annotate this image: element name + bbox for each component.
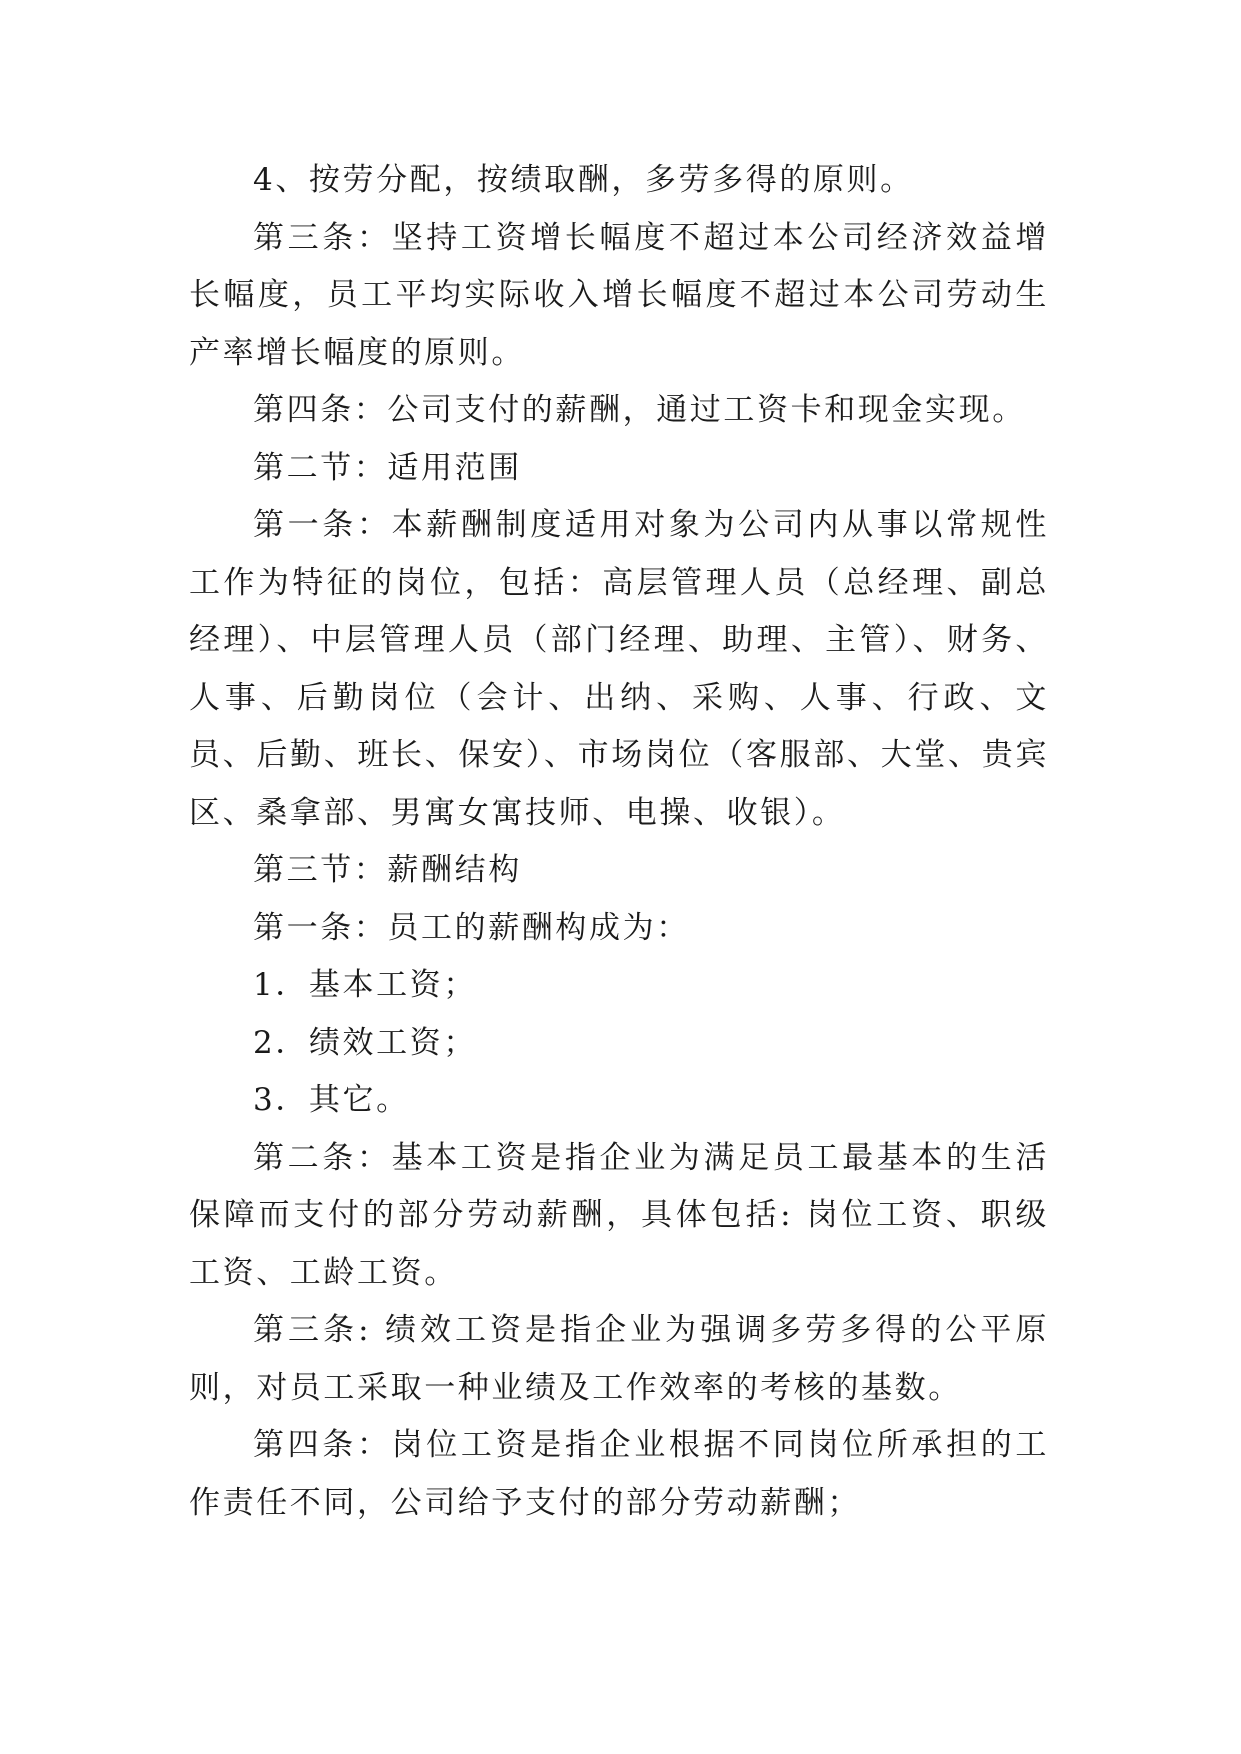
section-heading-scope: 第二节：适用范围 — [253, 449, 522, 486]
section-heading-structure: 第三节：薪酬结构 — [253, 852, 522, 888]
paragraph-article-3-wage-growth: 第三条：坚持工资增长幅度不超过本公司经济效益增长幅度，员工平均实际收入增长幅度不超过本公司劳动生产率增长幅度的原则。 — [189, 219, 1049, 371]
list-item-other: 3．其它。 — [253, 1082, 410, 1118]
paragraph-principle-4: 4、按劳分配，按绩取酬，多劳多得的原则。 — [253, 162, 914, 198]
list-item-basic-wage: 1．基本工资； — [253, 967, 477, 1003]
paragraph-article-1-scope: 第一条：本薪酬制度适用对象为公司内从事以常规性工作为特征的岗位，包括：高层管理人员（总经理、副总经理）、中层管理人员（部门经理、助理、主管）、财务、人事、后勤岗位（会计、出纳、采购、人事、行政、文员、后勤、班长、保安）、市场岗位（客服部、大堂、贵宾区、桑拿部、男寓女寓技师、电操、收银）。 — [189, 507, 1049, 831]
list-item-performance-wage: 2．绩效工资； — [253, 1024, 477, 1061]
paragraph-article-2-basic-wage: 第二条：基本工资是指企业为满足员工最基本的生活保障而支付的部分劳动薪酬，具体包括: 岗位工资、职级工资、工龄工资。 — [189, 1139, 1049, 1291]
paragraph-article-4-payment: 第四条：公司支付的薪酬，通过工资卡和现金实现。 — [253, 392, 1026, 428]
paragraph-article-1-composition: 第一条：员工的薪酬构成为： — [253, 909, 690, 946]
paragraph-article-3-performance-wage: 第三条: 绩效工资是指企业为强调多劳多得的公平原则，对员工采取一种业绩及工作效率的考核的基数。 — [189, 1312, 1049, 1406]
paragraph-article-4-position-wage: 第四条：岗位工资是指企业根据不同岗位所承担的工作责任不同，公司给予支付的部分劳动薪酬； — [189, 1427, 1049, 1521]
document-body — [189, 152, 1049, 1532]
